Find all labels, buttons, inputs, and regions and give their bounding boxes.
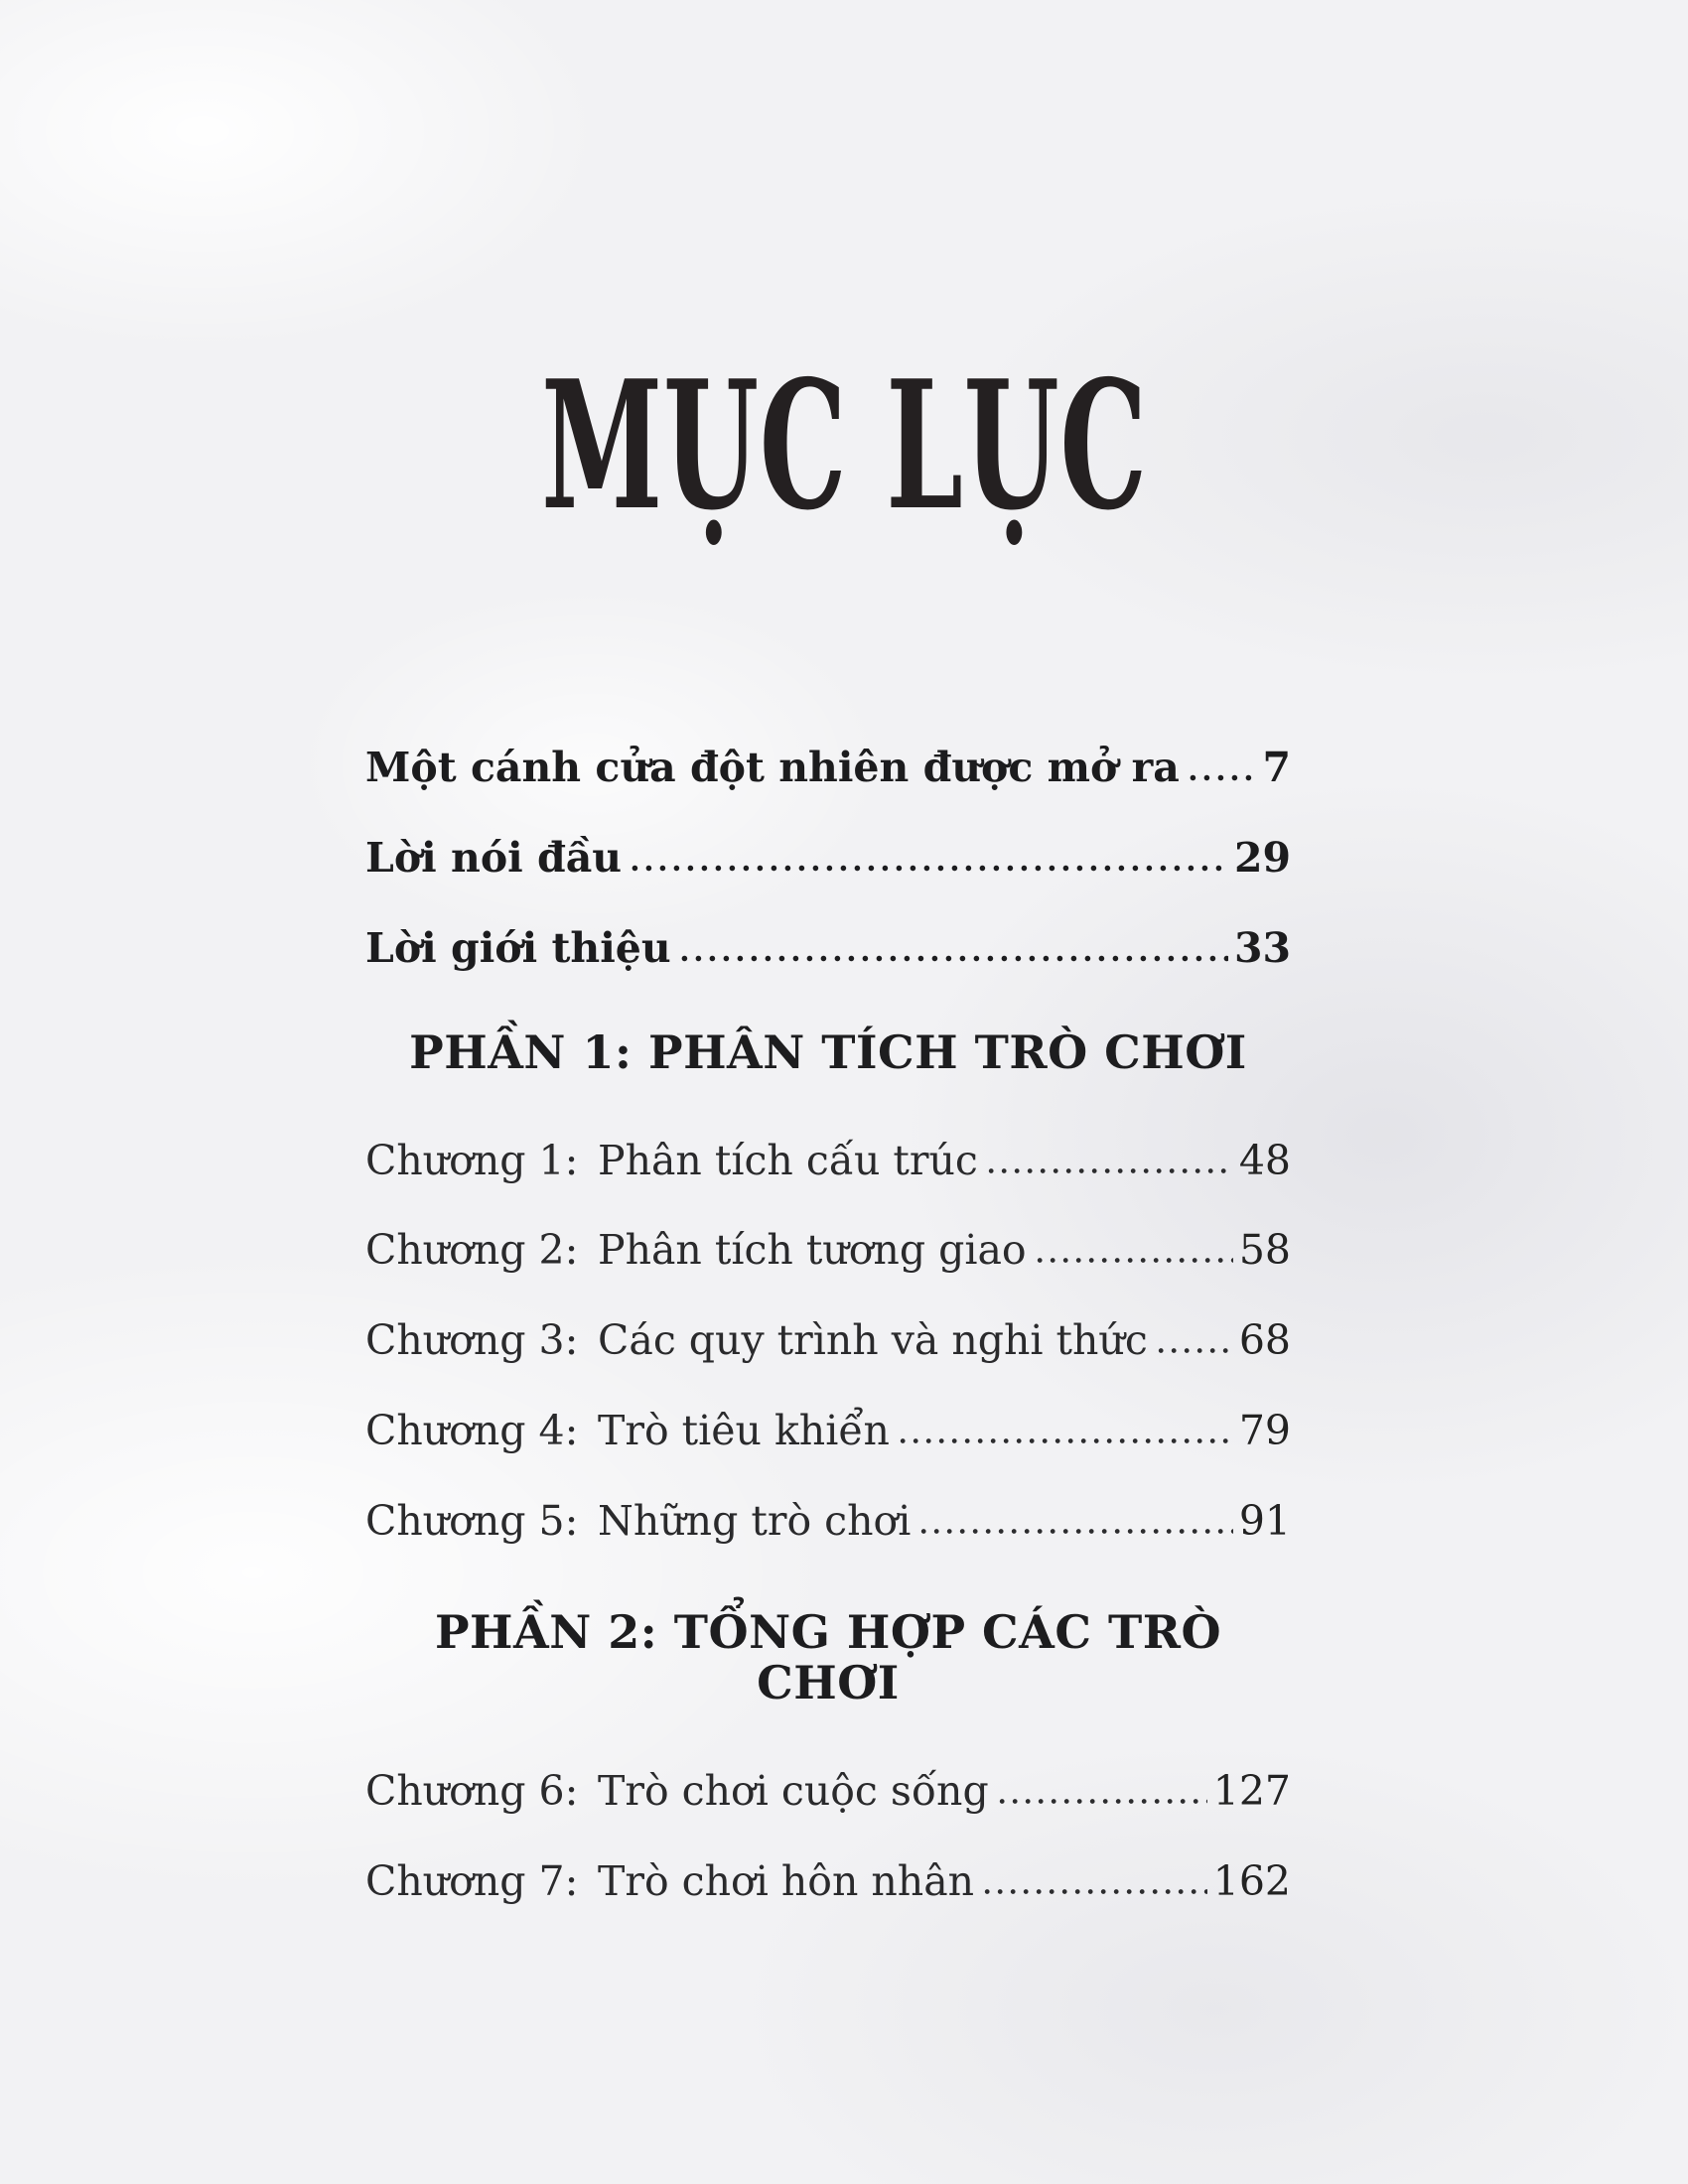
- dot-leader: [632, 865, 1228, 872]
- toc-entry-label: Lời giới thiệu: [365, 923, 671, 972]
- chapter-page: 162: [1212, 1856, 1291, 1905]
- chapter-row: [365, 1138, 1291, 1185]
- dot-leader: [681, 955, 1228, 962]
- chapter-row: [365, 1317, 1291, 1365]
- page-title: [0, 0, 1688, 549]
- chapter-title: Trò chơi hôn nhân: [598, 1856, 975, 1905]
- chapter-list: [365, 1138, 1291, 1547]
- chapter-row: [365, 1768, 1291, 1816]
- chapter-title: Trò tiêu khiển: [598, 1407, 890, 1455]
- front-matter-list: [365, 745, 1291, 973]
- toc-entry-label: Một cánh cửa đột nhiên được mở ra: [365, 744, 1180, 791]
- toc-entry: [365, 925, 1291, 973]
- section-heading: PHẦN 1: PHÂN TÍCH TRÒ CHƠI: [409, 1024, 1247, 1079]
- dot-leader: [920, 1528, 1233, 1535]
- chapter-row: [365, 1227, 1291, 1275]
- chapter-label: Chương 5:: [365, 1497, 579, 1546]
- dot-leader: [984, 1888, 1207, 1895]
- chapter-label: Chương 4:: [365, 1407, 579, 1455]
- chapter-row: [365, 1858, 1291, 1906]
- chapter-page: 127: [1212, 1766, 1291, 1815]
- chapter-label: Chương 6:: [365, 1766, 579, 1815]
- chapter-row: [365, 1498, 1291, 1546]
- section-heading: PHẦN 2: TỔNG HỢP CÁC TRÒ CHƠI: [434, 1605, 1222, 1709]
- chapter-list: [365, 1768, 1291, 1906]
- toc-content: [365, 745, 1291, 1905]
- page-title-text: MỤC LỤC: [540, 341, 1148, 549]
- toc-entry-page: 29: [1233, 833, 1291, 882]
- toc-entry: [365, 745, 1291, 792]
- chapter-title: Phân tích cấu trúc: [598, 1136, 978, 1184]
- chapter-label: Chương 1:: [365, 1136, 579, 1184]
- chapter-title: Các quy trình và nghi thức: [598, 1316, 1148, 1365]
- chapter-page: 91: [1238, 1497, 1291, 1546]
- chapter-label: Chương 3:: [365, 1316, 579, 1365]
- chapter-label: Chương 7:: [365, 1856, 579, 1905]
- chapter-page: 48: [1238, 1136, 1291, 1184]
- chapter-title: Phân tích tương giao: [598, 1226, 1027, 1275]
- toc-entry-page: 33: [1233, 923, 1291, 972]
- dot-leader: [999, 1798, 1207, 1805]
- chapter-page: 58: [1238, 1226, 1291, 1275]
- toc-entry-page: 7: [1262, 744, 1291, 791]
- dot-leader: [1037, 1257, 1233, 1264]
- chapter-title: Những trò chơi: [598, 1497, 912, 1546]
- chapter-page: 68: [1238, 1316, 1291, 1365]
- chapter-title: Trò chơi cuộc sống: [598, 1766, 989, 1815]
- dot-leader: [900, 1437, 1233, 1444]
- toc-entry: [365, 835, 1291, 883]
- dot-leader: [1190, 774, 1257, 781]
- chapter-row: [365, 1408, 1291, 1455]
- dot-leader: [988, 1167, 1233, 1174]
- chapter-page: 79: [1238, 1407, 1291, 1455]
- dot-leader: [1158, 1347, 1233, 1354]
- toc-entry-label: Lời nói đầu: [365, 833, 623, 882]
- chapter-label: Chương 2:: [365, 1226, 579, 1275]
